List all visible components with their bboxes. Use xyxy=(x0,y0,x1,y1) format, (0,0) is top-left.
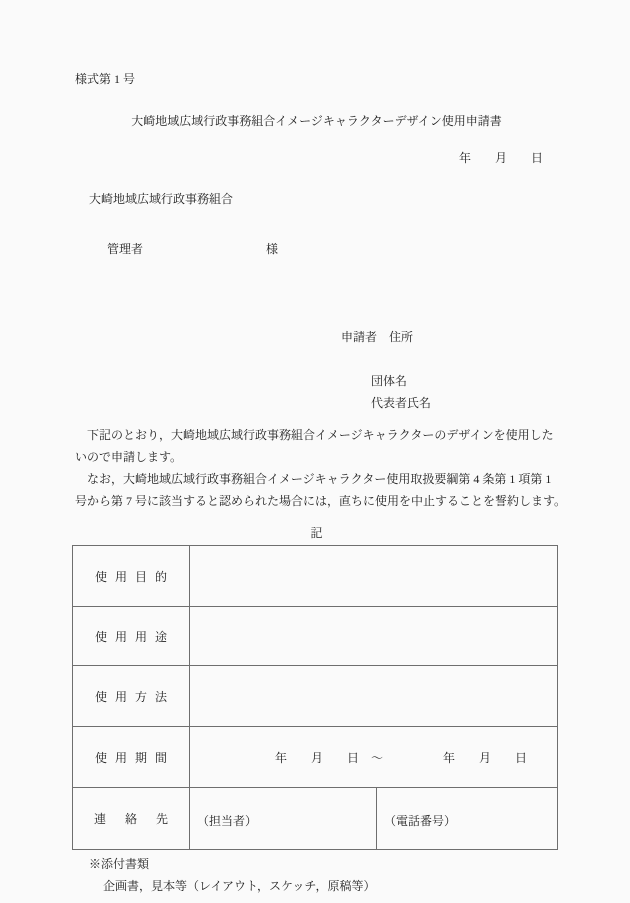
body-line-4: 号から第 7 号に該当すると認められた場合には，直ちに使用を中止することを誓約します。 xyxy=(75,494,567,508)
attachment-note-heading: ※添付書類 xyxy=(89,857,150,871)
contact-label: 連絡先 xyxy=(73,788,190,850)
table-row-contact xyxy=(73,788,558,850)
attachment-note-detail: 企画書，見本等（レイアウト，スケッチ，原稿等） xyxy=(103,879,376,893)
phone-number-cell: （電話番号） xyxy=(377,788,558,850)
table-row-usage-purpose xyxy=(73,546,558,607)
usage-method-label: 使用方法 xyxy=(73,666,190,727)
usage-purpose-label: 使用目的 xyxy=(73,546,190,607)
body-paragraphs xyxy=(75,424,567,512)
addressee-role: 管理者 xyxy=(107,242,144,256)
addressee-block xyxy=(89,187,558,287)
table-row-usage-application xyxy=(73,607,558,666)
date-line: 年 月 日 xyxy=(458,151,543,165)
table-row-usage-method xyxy=(73,666,558,727)
usage-application-input-cell xyxy=(190,607,558,666)
application-table xyxy=(72,545,558,850)
usage-method-input-cell xyxy=(190,666,558,727)
applicant-field-address: 住所 xyxy=(389,330,414,344)
usage-period-input-cell: 年 月 日 ～ 年 月 日 xyxy=(190,727,558,788)
body-line-1: 下記のとおり，大崎地域広域行政事務組合イメージキャラクターのデザインを使用した xyxy=(75,428,554,442)
applicant-label-line xyxy=(323,304,558,370)
table-row-usage-period xyxy=(73,727,558,788)
usage-period-label: 使用期間 xyxy=(73,727,190,788)
applicant-block xyxy=(323,304,558,414)
applicant-field-representative: 代表者氏名 xyxy=(371,396,432,410)
body-line-2: いので申請します。 xyxy=(75,450,183,464)
addressee-organization: 大崎地域広域行政事務組合 xyxy=(89,192,234,206)
form-number: 様式第 1 号 xyxy=(75,72,136,86)
record-heading: 記 xyxy=(310,526,323,540)
usage-application-label: 使用用途 xyxy=(73,607,190,666)
applicant-field-group-name: 団体名 xyxy=(371,374,408,388)
document-title: 大崎地域広域行政事務組合イメージキャラクターデザイン使用申請書 xyxy=(131,114,502,128)
contact-person-cell: （担当者） xyxy=(190,788,377,850)
usage-purpose-input-cell xyxy=(190,546,558,607)
addressee-role-line xyxy=(89,212,558,287)
body-line-3: なお，大崎地域広域行政事務組合イメージキャラクター使用取扱要綱第 4 条第 1 項第 1 xyxy=(75,472,552,486)
applicant-label: 申請者 xyxy=(341,330,378,344)
addressee-honorific: 様 xyxy=(266,242,279,256)
attachment-notes xyxy=(75,853,558,897)
